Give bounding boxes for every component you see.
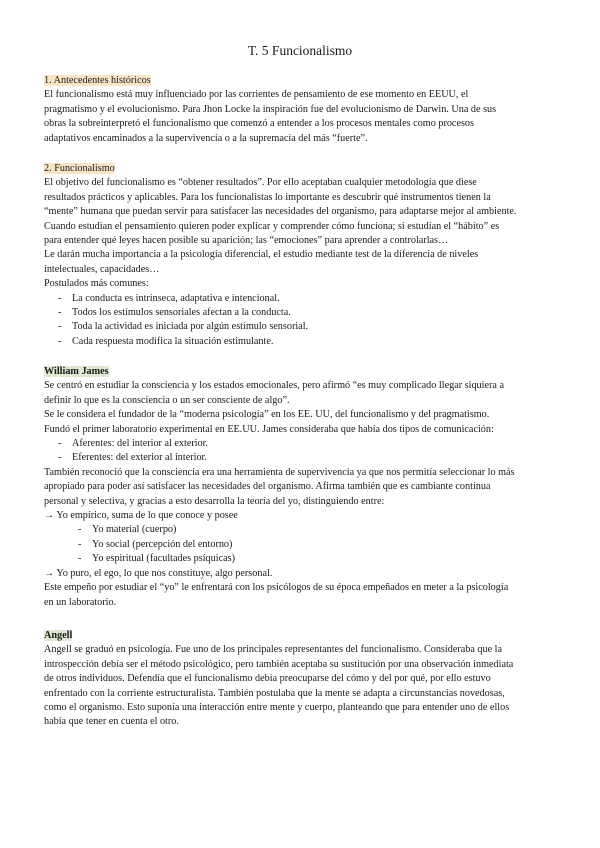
paragraph-line: → Yo puro, el ego, lo que nos constituye, algo personal.: [44, 567, 273, 579]
list-item: - Todos los estímulos sensoriales afectan a la conducta.: [44, 306, 564, 320]
section-antecedentes: [44, 74, 564, 146]
paragraph-line: definir lo que es la consciencia o un ser consciente de algo”.: [44, 394, 290, 406]
paragraph-line: resultados prácticos y aplicables. Para los funcionalistas lo importante es descubrir qué instrumentos tienen la: [44, 191, 491, 203]
section-heading-funcionalismo: 2. Funcionalismo: [44, 163, 115, 174]
paragraph-line: “mente” humana que puedan servir para satisfacer las necesidades del organismo, para adaptarse mejor al ambiente.: [44, 206, 517, 218]
paragraph-line: El objetivo del funcionalismo es “obtener resultados”. Por ello aceptaban cualquier metodología que diese: [44, 177, 477, 189]
section-heading-angell: Angell: [44, 630, 73, 641]
paragraph-line: enfrentado con la corriente estructuralista. También postulaba que la mente se adapta a circunstancias novedosas,: [44, 687, 505, 699]
section-heading-william-james: William James: [44, 366, 109, 377]
paragraph-line: introspección debía ser el método psicológico, pero también aceptaba su sustitución por una observación inmediata: [44, 658, 514, 670]
section-angell: [44, 629, 564, 730]
paragraph-line: Fundó el primer laboratorio experimental en EE.UU. James consideraba que había dos tipos de comunicación:: [44, 423, 494, 435]
list-item: - La conducta es intrínseca, adaptativa e intencional.: [44, 292, 564, 306]
paragraph-line: de otros individuos. Defendía que el funcionalismo debía preocuparse del cómo y del por qué, por ello estuvo: [44, 673, 491, 685]
list-item: - Yo espiritual (facultades psíquicas): [44, 552, 564, 566]
paragraph-line: pragmatismo y el evolucionismo. Para Jhon Locke la inspiración fue del evolucionismo de Darwin. Una de sus: [44, 103, 497, 115]
paragraph-line: Cuando estudian el pensamiento quieren poder explicar y comprender cómo funciona; si estudian el “hábito” es: [44, 220, 500, 232]
paragraph-line: para entender qué leyes hacen posible su aparición; las “emociones” para aprender a controlarlas…: [44, 235, 449, 247]
paragraph-line: como el organismo. Esto suponía una interacción entre mente y cuerpo, planteando que para entender uno de ellos: [44, 702, 510, 714]
paragraph-line: El funcionalismo está muy influenciado por las corrientes de pensamiento de ese momento en EEUU, el: [44, 89, 469, 101]
list-item: - Cada respuesta modifica la situación estimulante.: [44, 335, 564, 349]
list-item: - Yo material (cuerpo): [44, 523, 564, 537]
paragraph-line: adaptativos encaminados a la supervivencia o a la supremacía del más “fuerte”.: [44, 132, 368, 144]
paragraph-line: También reconoció que la consciencia era una herramienta de supervivencia ya que nos permitía seleccionar lo más: [44, 466, 515, 478]
paragraph-line: había que tener en cuenta el otro.: [44, 716, 179, 728]
paragraph-line: Postulados más comunes:: [44, 278, 149, 290]
paragraph-line: apropiado para poder así satisfacer las necesidades del organismo. Afirma también que es cambiante continua: [44, 481, 491, 493]
paragraph-line: personal y selectiva, y gracias a esto desarrolla la teoría del yo, distinguiendo entre:: [44, 495, 385, 507]
paragraph-line: Se le considera el fundador de la “moderna psicología” en los EE. UU, del funcionalismo y del pragmatismo.: [44, 409, 490, 421]
paragraph-line: Este empeño por estudiar el “yo” le enfrentará con los psicólogos de su época empeñados en meter a la psicología: [44, 582, 509, 594]
section-funcionalismo: [44, 162, 564, 349]
paragraph-line: Se centró en estudiar la consciencia y los estados emocionales, pero afirmó “es muy complicado llegar siquiera a: [44, 380, 504, 392]
yo-empirico-list: [44, 523, 564, 566]
document-title: T. 5 Funcionalismo: [247, 43, 353, 58]
postulados-list: [44, 292, 564, 350]
paragraph-line: Le darán mucha importancia a la psicología diferencial, el estudio mediante test de la diferencia de niveles: [44, 249, 479, 261]
paragraph-line: intelectuales, capacidades…: [44, 263, 160, 275]
paragraph-line: → Yo empírico, suma de lo que conoce y posee: [44, 510, 238, 522]
section-william-james: [44, 365, 564, 610]
paragraph-line: Angell se graduó en psicología. Fue uno de los principales representantes del funcionalismo. Consideraba que la: [44, 644, 503, 656]
paragraph-line: obras la sobreinterpretó el funcionalismo que comenzó a entender a los procesos mentales como procesos: [44, 118, 474, 130]
list-item: - Toda la actividad es iniciada por algún estímulo sensorial.: [44, 320, 564, 334]
paragraph-line: en un laboratorio.: [44, 596, 117, 608]
section-heading-antecedentes: 1. Antecedentes históricos: [44, 75, 151, 86]
list-item: - Aferentes: del interior al exterior.: [44, 437, 564, 451]
comunicacion-list: [44, 437, 564, 466]
list-item: - Eferentes: del exterior al interior.: [44, 451, 564, 465]
list-item: - Yo social (percepción del entorno): [44, 538, 564, 552]
